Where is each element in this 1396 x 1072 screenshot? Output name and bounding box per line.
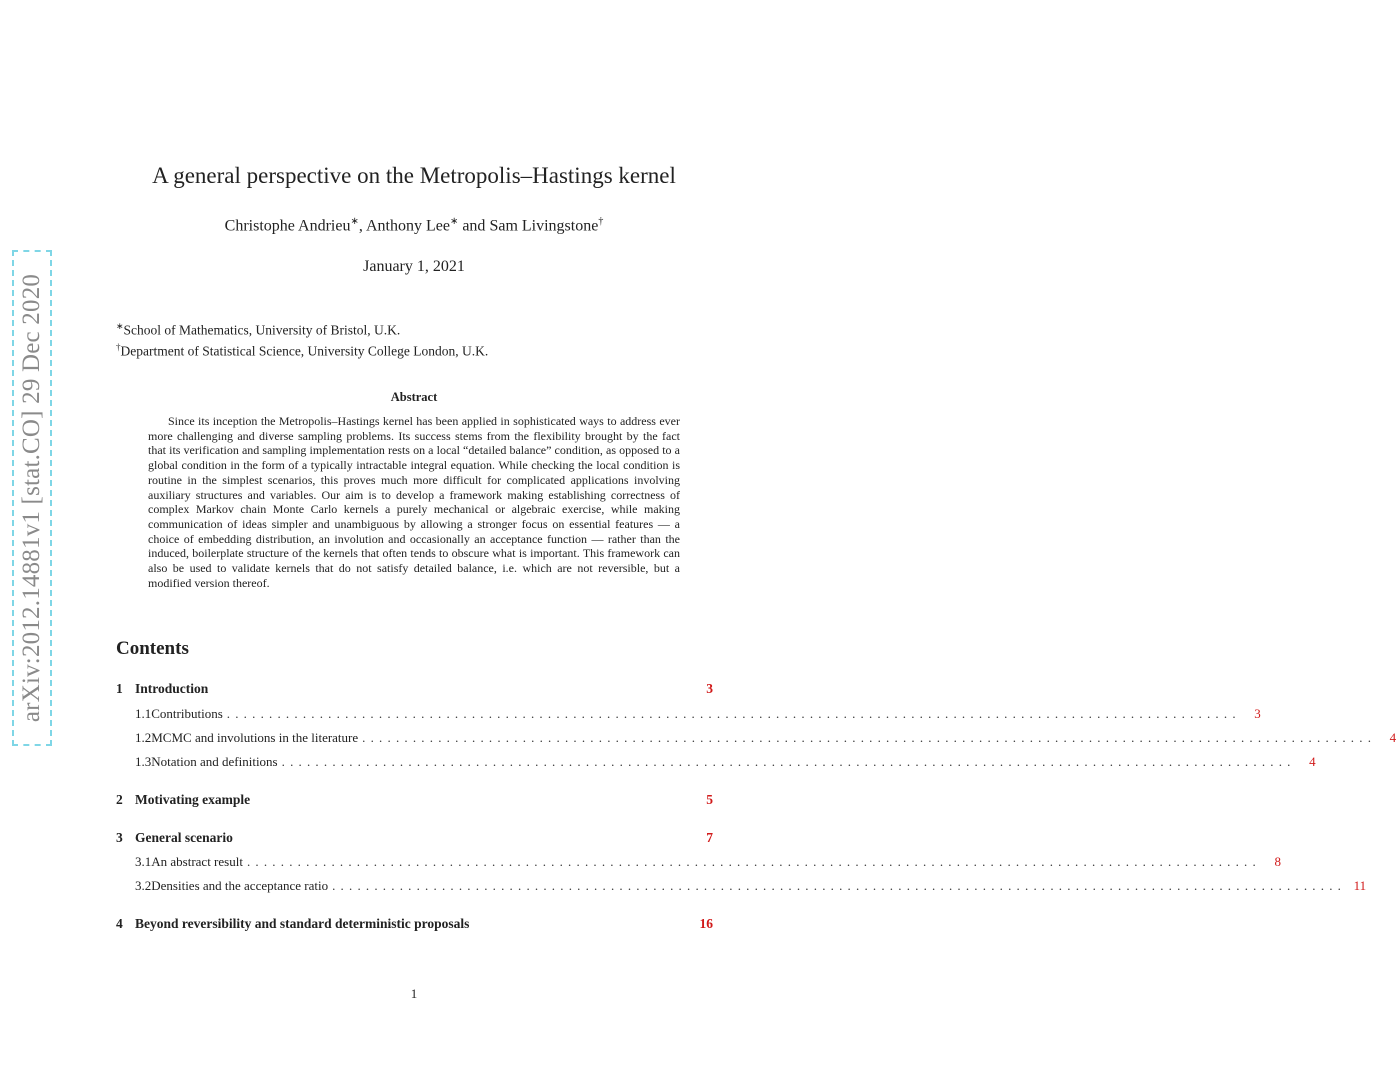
author-mark: † [598, 216, 604, 227]
toc-entry-number: 4 [116, 916, 123, 931]
affiliation-text: School of Mathematics, University of Bristol, U.K. [123, 322, 401, 338]
affiliation-mark: † [116, 341, 121, 352]
toc-entry-title: Notation and definitions [151, 754, 278, 769]
toc-page-link[interactable]: 8 [1274, 854, 1281, 869]
toc-section-entry[interactable] [116, 681, 713, 699]
affiliation-text: Department of Statistical Science, University College London, U.K. [120, 343, 489, 358]
toc-dot-leader: ........................................................................................................................ [281, 754, 1296, 769]
toc-section-entry[interactable] [116, 792, 713, 810]
author-name: Sam Livingstone [489, 217, 599, 235]
toc-section-entry[interactable] [116, 916, 713, 934]
toc-subsection-entry[interactable] [135, 878, 1367, 896]
author-separator: and [458, 217, 490, 235]
toc-entry-number: 1 [116, 681, 123, 696]
abstract-body: Since its inception the Metropolis–Hastings kernel has been applied in sophisticated ways to address ever more challenging and diverse sampling problems. Its success stems from the flexibility brought by the fact that its verification and sampling implementation rests on a local “detailed balance” condition, as opposed to a global condition in the form of a typically intractable integral equation. While checking the local condition is routine in the simplest scenarios, this proves much more difficult for complicated applications involving auxiliary structures and variables. Our aim is to develop a framework making establishing correctness of complex Markov chain Monte Carlo kernels a purely mechanical or algebraic exercise, while making communication of ideas simpler and unambiguous by allowing a stronger focus on essential features — a choice of embedding distribution, an involution and occasionally an acceptance function — rather than the induced, boilerplate structure of the kernels that often tends to obscure what is important. This framework can also be used to validate kernels that do not satisfy detailed balance, i.e. which are not reversible, but a modified version thereof. [148, 414, 680, 590]
affiliation-line [116, 318, 488, 339]
toc-entry-title: Densities and the acceptance ratio [151, 878, 329, 893]
toc-entry-number: 1.2 [135, 730, 152, 745]
page-number: 1 [410, 986, 418, 1001]
author-separator: , [358, 217, 366, 235]
affiliations [116, 318, 488, 359]
toc-subsection-entry[interactable] [135, 730, 1396, 748]
arxiv-stamp-text: arXiv:2012.14881v1 [stat.CO] 29 Dec 2020 [18, 273, 45, 723]
author-mark: ∗ [350, 216, 359, 227]
toc-page-link[interactable]: 16 [699, 916, 713, 931]
toc-entry-title: Motivating example [135, 792, 251, 807]
toc-dot-leader: ........................................................................................................................ [246, 854, 1261, 869]
toc-section-entry[interactable] [116, 830, 713, 848]
toc-page-link[interactable]: 7 [706, 830, 713, 845]
toc-entry-title: General scenario [135, 830, 233, 845]
toc-page-link[interactable]: 3 [1254, 706, 1261, 721]
author-list [0, 216, 828, 235]
toc-entry-number: 3.2 [135, 878, 152, 893]
toc-entry-number: 1.3 [135, 754, 152, 769]
toc-dot-leader: ........................................................................................................................ [362, 730, 1377, 745]
toc-page-link[interactable]: 11 [1353, 878, 1367, 893]
affiliation-line [116, 339, 488, 360]
toc-subsection-entry[interactable] [135, 706, 1261, 724]
toc-entry-number: 3 [116, 830, 123, 845]
toc-dot-leader: ........................................................................................................................ [226, 706, 1241, 721]
arxiv-side-stamp [12, 250, 56, 750]
toc-dot-leader: ........................................................................................................................ [332, 878, 1347, 893]
toc-entry-number: 2 [116, 792, 123, 807]
affiliation-mark: ∗ [116, 321, 124, 331]
toc-entry-title: Contributions [151, 706, 223, 721]
toc-entry-title: An abstract result [151, 854, 243, 869]
toc-page-link[interactable]: 4 [1389, 730, 1396, 745]
paper-date: January 1, 2021 [363, 258, 465, 275]
abstract-heading: Abstract [390, 390, 438, 404]
toc-page-link[interactable]: 3 [706, 681, 713, 696]
contents-heading: Contents [116, 638, 189, 659]
author-mark: ∗ [449, 216, 459, 227]
toc-entry-title: MCMC and involutions in the literature [151, 730, 359, 745]
toc-entry-number: 3.1 [135, 854, 152, 869]
toc-entry-title: Beyond reversibility and standard deterministic proposals [135, 916, 470, 931]
paper-title: A general perspective on the Metropolis–Hastings kernel [152, 163, 676, 188]
toc-entry-title: Introduction [135, 681, 209, 696]
toc-subsection-entry[interactable] [135, 754, 1316, 772]
toc-subsection-entry[interactable] [135, 854, 1281, 872]
author-name: Christophe Andrieu [224, 217, 351, 235]
toc-page-link[interactable]: 5 [706, 792, 713, 807]
toc-page-link[interactable]: 4 [1309, 754, 1316, 769]
author-name: Anthony Lee [365, 217, 450, 235]
toc-entry-number: 1.1 [135, 706, 152, 721]
